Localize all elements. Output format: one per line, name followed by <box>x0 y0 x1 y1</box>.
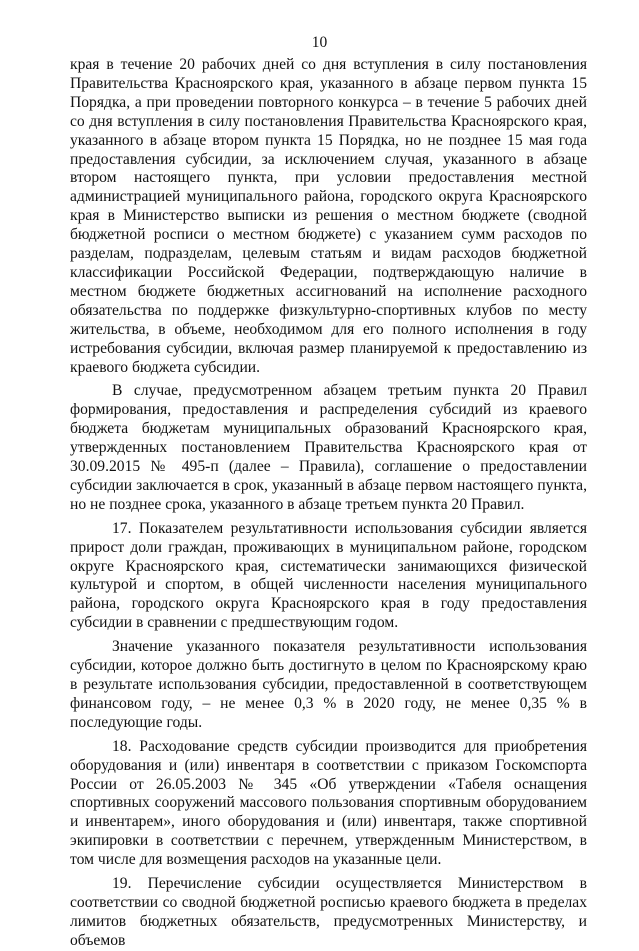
paragraph-agreement-term: В случае, предусмотренном абзацем третьим пункта 20 Правил формирования, предоставления и распределения субсидий из краевого бюджета бюджетам муниципальных образований Красноярского края, утвержденных постановлением Правительства Красноярского края от 30.09.2015 № 495-п (далее – Правила), соглашение о предоставлении субсидии заключается в срок, указанный в абзаце первом настоящего пункта, но не позднее срока, указанного в абзаце третьем пункта 20 Правил. <box>70 382 587 513</box>
page-number: 10 <box>311 34 328 51</box>
paragraph-19-transfer: 19. Перечисление субсидии осуществляется Министерством в соответствии со сводной бюджетной росписью краевого бюджета в пределах лимитов бюджетных обязательств, предусмотренных Министерству, и объемов <box>70 875 587 949</box>
page-body <box>70 56 587 951</box>
paragraph-continuation: края в течение 20 рабочих дней со дня вступления в силу постановления Правительства Красноярского края, указанного в абзаце первом пункта 15 Порядка, а при проведении повторного конкурса – в течение 5 рабочих дней со дня вступления в силу постановления Правительства Красноярского края, указанного в абзаце втором пункта 15 Порядка, но не позднее 15 мая года предоставления субсидии, за исключением случая, указанного в абзаце втором настоящего пункта, при условии предоставления местной администрацией муниципального района, городского округа Красноярского края в Министерство выписки из решения о местном бюджете (сводной бюджетной росписи о местном бюджете) с указанием сумм расходов по разделам, подразделам, целевым статьям и видам расходов бюджетной классификации Российской Федерации, подтверждающую наличие в местном бюджете бюджетных ассигнований на исполнение расходного обязательства по поддержке физкультурно-спортивных клубов по месту жительства, в объеме, необходимом для его полного исполнения в году истребования субсидии, включая размер планируемой к предоставлению из краевого бюджета субсидии. <box>70 56 587 376</box>
paragraph-indicator-value: Значение указанного показателя результативности использования субсидии, которое должно быть достигнуто в целом по Красноярскому краю в результате использования субсидии, предоставленной в соответствующем финансовом году, – не менее 0,3 % в 2020 году, не менее 0,35 % в последующие годы. <box>70 638 587 731</box>
paragraph-17-indicator: 17. Показателем результативности использования субсидии является прирост доли граждан, проживающих в муниципальном районе, городском округе Красноярского края, систематически занимающихся физической культурой и спортом, в общей численности населения муниципального района, городского округа Красноярского края в году предоставления субсидии в сравнении с предшествующим годом. <box>70 519 587 632</box>
paragraph-18-spending: 18. Расходование средств субсидии производится для приобретения оборудования и (или) инвентаря в соответствии с приказом Госкомспорта России от 26.05.2003 № 345 «Об утверждении «Табеля оснащения спортивных сооружений массового пользования спортивным оборудованием и инвентарем», иного оборудования и (или) инвентаря, также спортивной экипировки в соответствии с перечнем, утвержденным Министерством, в том числе для возмещения расходов на указанные цели. <box>70 737 587 869</box>
